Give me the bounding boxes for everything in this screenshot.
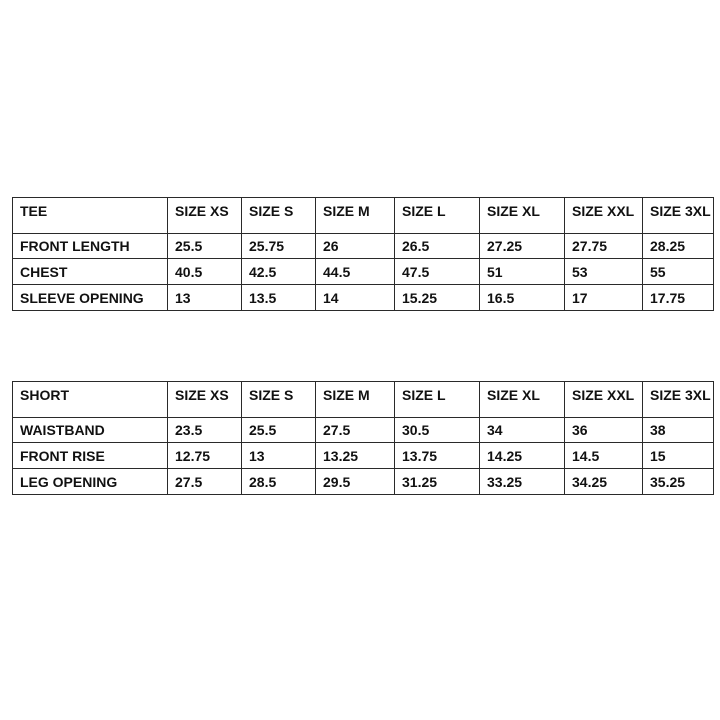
column-header: SIZE M [316, 198, 395, 234]
table-header-row [13, 198, 714, 234]
table-cell: 13.5 [242, 285, 316, 311]
table-header-row [13, 382, 714, 418]
table-cell: 34.25 [565, 469, 643, 495]
row-label: FRONT RISE [13, 443, 168, 469]
table-cell: 13.75 [395, 443, 480, 469]
row-label: FRONT LENGTH [13, 234, 168, 259]
row-label: CHEST [13, 259, 168, 285]
row-label: SLEEVE OPENING [13, 285, 168, 311]
table-cell: 47.5 [395, 259, 480, 285]
table-cell: 14.25 [480, 443, 565, 469]
column-header: SIZE XXL [565, 198, 643, 234]
table-cell: 25.5 [168, 234, 242, 259]
row-label: LEG OPENING [13, 469, 168, 495]
table-cell: 28.5 [242, 469, 316, 495]
column-header: SIZE M [316, 382, 395, 418]
table-cell: 25.75 [242, 234, 316, 259]
tee-size-table [12, 197, 714, 311]
column-header: SIZE L [395, 198, 480, 234]
table-cell: 14.5 [565, 443, 643, 469]
column-header: SIZE 3XL [643, 198, 714, 234]
table-cell: 16.5 [480, 285, 565, 311]
table-cell: 12.75 [168, 443, 242, 469]
table-cell: 23.5 [168, 418, 242, 443]
table-cell: 17 [565, 285, 643, 311]
table-cell: 27.5 [316, 418, 395, 443]
table-cell: 44.5 [316, 259, 395, 285]
table-cell: 13.25 [316, 443, 395, 469]
table-title: SHORT [13, 382, 168, 418]
table-cell: 53 [565, 259, 643, 285]
row-label: WAISTBAND [13, 418, 168, 443]
table-cell: 55 [643, 259, 714, 285]
table-cell: 26 [316, 234, 395, 259]
column-header: SIZE S [242, 382, 316, 418]
table-row [13, 259, 714, 285]
table-cell: 34 [480, 418, 565, 443]
table-cell: 17.75 [643, 285, 714, 311]
table-cell: 27.5 [168, 469, 242, 495]
table-title: TEE [13, 198, 168, 234]
table-cell: 42.5 [242, 259, 316, 285]
table-cell: 35.25 [643, 469, 714, 495]
table-cell: 31.25 [395, 469, 480, 495]
table-cell: 51 [480, 259, 565, 285]
short-size-table [12, 381, 714, 495]
column-header: SIZE XS [168, 198, 242, 234]
table-cell: 36 [565, 418, 643, 443]
table-cell: 38 [643, 418, 714, 443]
column-header: SIZE XL [480, 198, 565, 234]
table-cell: 15 [643, 443, 714, 469]
table-cell: 13 [168, 285, 242, 311]
table-row [13, 285, 714, 311]
column-header: SIZE S [242, 198, 316, 234]
column-header: SIZE XS [168, 382, 242, 418]
column-header: SIZE XL [480, 382, 565, 418]
table-row [13, 418, 714, 443]
table-cell: 27.75 [565, 234, 643, 259]
column-header: SIZE 3XL [643, 382, 714, 418]
column-header: SIZE XXL [565, 382, 643, 418]
table-row [13, 443, 714, 469]
table-cell: 13 [242, 443, 316, 469]
table-cell: 14 [316, 285, 395, 311]
table-cell: 29.5 [316, 469, 395, 495]
table-cell: 27.25 [480, 234, 565, 259]
table-cell: 15.25 [395, 285, 480, 311]
table-cell: 40.5 [168, 259, 242, 285]
table-row [13, 469, 714, 495]
table-cell: 28.25 [643, 234, 714, 259]
table-row [13, 234, 714, 259]
table-cell: 33.25 [480, 469, 565, 495]
table-cell: 26.5 [395, 234, 480, 259]
table-cell: 30.5 [395, 418, 480, 443]
column-header: SIZE L [395, 382, 480, 418]
table-cell: 25.5 [242, 418, 316, 443]
